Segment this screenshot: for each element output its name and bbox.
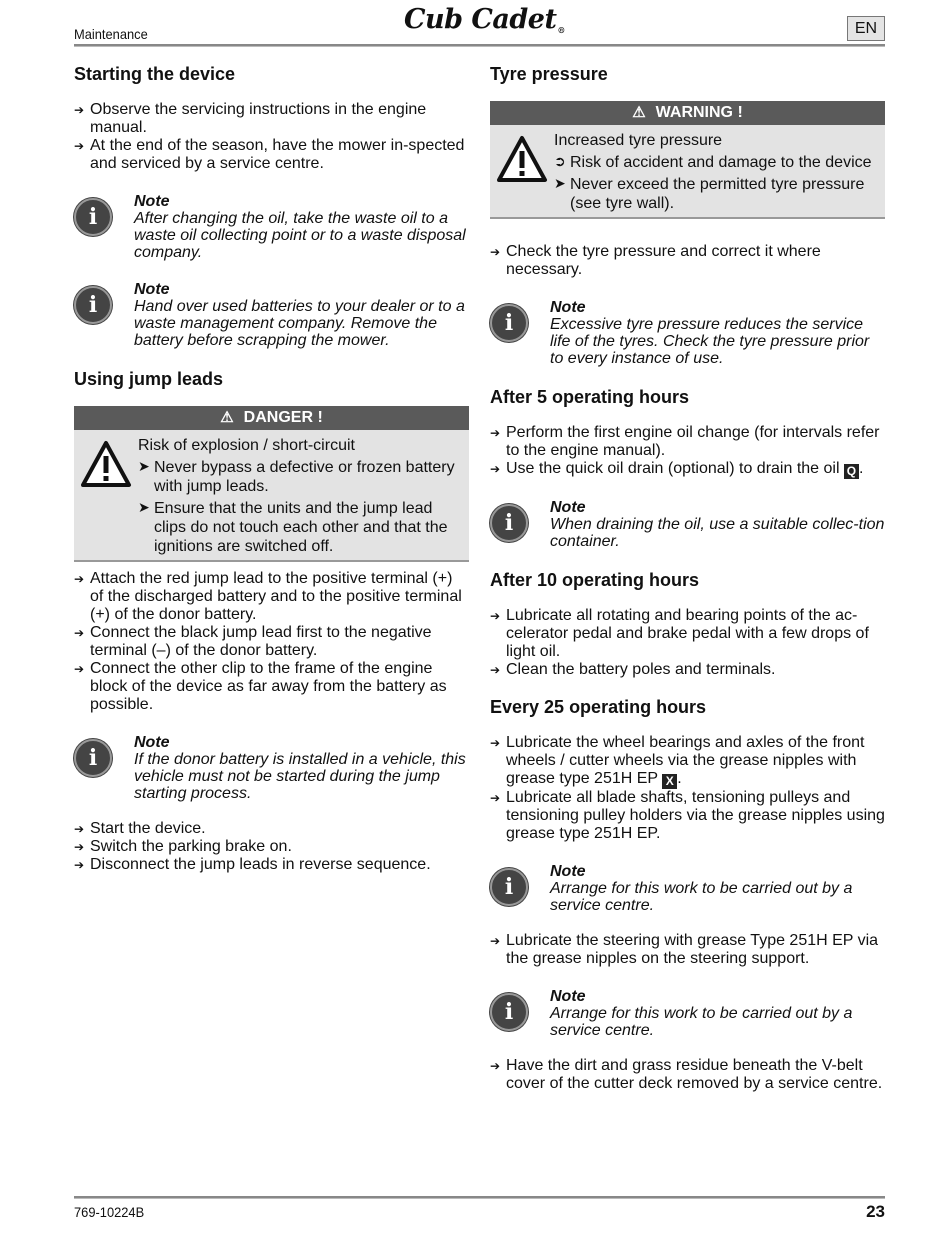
step-item: ➔ Observe the servicing instructions in the engine manual.	[74, 101, 469, 137]
warning-triangle-icon: ⚠	[220, 409, 234, 426]
heading-jump-leads: Using jump leads	[74, 369, 224, 389]
step-item: ➔ At the end of the season, have the mower in-spected and serviced by a service centre.	[74, 137, 469, 173]
warning-triangle-icon	[80, 440, 132, 488]
note-title: Note	[134, 281, 170, 298]
step-item: ➔ Lubricate all rotating and bearing points of the ac-celerator pedal and brake pedal with a few drops of light oil.	[490, 607, 885, 661]
action-text: Never exceed the permitted tyre pressure (see tyre wall).	[570, 176, 865, 212]
h5-steps	[490, 424, 885, 479]
step-item: ➔ Disconnect the jump leads in reverse sequence.	[74, 856, 469, 874]
note-box	[490, 499, 885, 550]
h10-steps	[490, 607, 885, 679]
danger-item	[138, 458, 463, 496]
warning-box	[490, 101, 885, 219]
chevron-right-icon: ➤	[138, 500, 150, 516]
warning-risk: Increased tyre pressure	[554, 132, 723, 149]
danger-risk: Risk of explosion / short-circuit	[138, 437, 355, 454]
figure-ref-badge: X	[662, 774, 677, 789]
note-title: Note	[134, 193, 170, 210]
warning-body	[490, 125, 885, 217]
header-rule	[74, 44, 885, 47]
step-item: ➔ Lubricate all blade shafts, tensioning pulleys and tensioning pulley holders via the grease nipples using grease type 251H EP.	[490, 789, 885, 843]
footer-rule	[74, 1196, 885, 1199]
chevron-right-icon: ➤	[554, 176, 566, 192]
info-icon: i	[490, 304, 528, 342]
note-box	[74, 281, 469, 349]
warning-triangle-icon	[496, 135, 548, 183]
warning-label: WARNING !	[655, 104, 743, 121]
danger-body	[74, 430, 469, 560]
danger-item-text: Ensure that the units and the jump lead clips do not touch each other and that the ignitions are switched off.	[154, 500, 448, 555]
danger-box	[74, 406, 469, 562]
heading-tyre-pressure: Tyre pressure	[490, 64, 608, 84]
consequence-text: Risk of accident and damage to the device	[570, 154, 872, 171]
note-title: Note	[550, 988, 586, 1005]
danger-header	[74, 406, 469, 430]
danger-label: DANGER !	[243, 409, 323, 426]
note-text: When draining the oil, use a suitable collec-tion container.	[550, 516, 885, 550]
warning-consequence	[554, 153, 879, 172]
note-title: Note	[550, 863, 586, 880]
warning-triangle-icon: ⚠	[632, 104, 646, 121]
step-item: ➔ Lubricate the steering with grease Type 251H EP via the grease nipples on the steering support.	[490, 932, 885, 968]
note-title: Note	[550, 499, 586, 516]
danger-item-text: Never bypass a defective or frozen battery with jump leads.	[154, 459, 455, 495]
info-icon: i	[490, 993, 528, 1031]
step-text: Use the quick oil drain (optional) to drain the oil	[506, 460, 840, 477]
heading-after-5-hours: After 5 operating hours	[490, 387, 690, 407]
consequence-arrow-icon: ➲	[554, 154, 566, 170]
tyre-steps	[490, 243, 885, 279]
step-item: ➔ Use the quick oil drain (optional) to drain the oil Q .	[490, 460, 885, 479]
section-label: Maintenance	[74, 26, 148, 42]
note-title: Note	[134, 734, 170, 751]
right-column	[490, 62, 885, 1093]
danger-item	[138, 499, 463, 556]
info-icon: i	[490, 504, 528, 542]
heading-every-25-hours: Every 25 operating hours	[490, 697, 707, 717]
step-item: ➔ Attach the red jump lead to the positive terminal (+) of the discharged battery and to the positive terminal (+) of the donor battery.	[74, 570, 469, 624]
note-box	[74, 193, 469, 261]
step-item: ➔ Connect the other clip to the frame of the engine block of the device as far away from the battery as possible.	[74, 660, 469, 714]
language-badge: EN	[847, 16, 885, 41]
registered-mark: ®	[557, 25, 565, 35]
figure-ref-badge: Q	[844, 464, 859, 479]
warning-header	[490, 101, 885, 125]
step-text: Lubricate the wheel bearings and axles of the front wheels / cutter wheels via the grease nipples with grease type 251H EP	[506, 734, 865, 787]
heading-after-10-hours: After 10 operating hours	[490, 570, 700, 590]
info-icon: i	[74, 739, 112, 777]
warning-action	[554, 175, 879, 213]
step-item: ➔ Check the tyre pressure and correct it where necessary.	[490, 243, 885, 279]
note-box	[490, 299, 885, 367]
step-item: ➔ Have the dirt and grass residue beneath the V-belt cover of the cutter deck removed by a service centre.	[490, 1057, 885, 1093]
step-item: ➔ Connect the black jump lead first to the negative terminal (–) of the donor battery.	[74, 624, 469, 660]
note-text: Arrange for this work to be carried out by a service centre.	[550, 1005, 853, 1039]
note-box	[490, 988, 885, 1039]
left-column	[74, 62, 469, 874]
step-item: ➔ Lubricate the wheel bearings and axles of the front wheels / cutter wheels via the grease nipples with grease type 251H EP X .	[490, 734, 885, 789]
note-title: Note	[550, 299, 586, 316]
jump-steps	[74, 570, 469, 714]
h25-steering-step	[490, 932, 885, 968]
note-text: Excessive tyre pressure reduces the service life of the tyres. Check the tyre pressure prior to every instance of use.	[550, 316, 870, 367]
note-text: After changing the oil, take the waste oil to a waste oil collecting point or to a waste disposal company.	[134, 210, 466, 261]
chevron-right-icon: ➤	[138, 459, 150, 475]
note-text: Hand over used batteries to your dealer or to a waste management company. Remove the battery before scrapping the mower.	[134, 298, 465, 349]
jump-steps-final	[74, 820, 469, 874]
step-item: ➔ Clean the battery poles and terminals.	[490, 661, 885, 679]
note-text: If the donor battery is installed in a vehicle, this vehicle must not be started during the jump starting process.	[134, 751, 466, 802]
info-icon: i	[74, 286, 112, 324]
info-icon: i	[490, 868, 528, 906]
starting-steps	[74, 101, 469, 173]
step-item: ➔ Start the device.	[74, 820, 469, 838]
brand-logo	[404, 4, 565, 35]
note-box	[490, 863, 885, 914]
document-number: 769-10224B	[74, 1204, 145, 1220]
h25-vbelt-step	[490, 1057, 885, 1093]
h25-steps	[490, 734, 885, 843]
info-icon: i	[74, 198, 112, 236]
note-text: Arrange for this work to be carried out by a service centre.	[550, 880, 853, 914]
step-item: ➔ Switch the parking brake on.	[74, 838, 469, 856]
page-header	[74, 0, 885, 48]
brand-name: Cub Cadet	[404, 4, 557, 35]
page-number: 23	[866, 1202, 885, 1221]
note-box	[74, 734, 469, 802]
heading-starting-device: Starting the device	[74, 64, 236, 84]
step-item: ➔ Perform the first engine oil change (for intervals refer to the engine manual).	[490, 424, 885, 460]
